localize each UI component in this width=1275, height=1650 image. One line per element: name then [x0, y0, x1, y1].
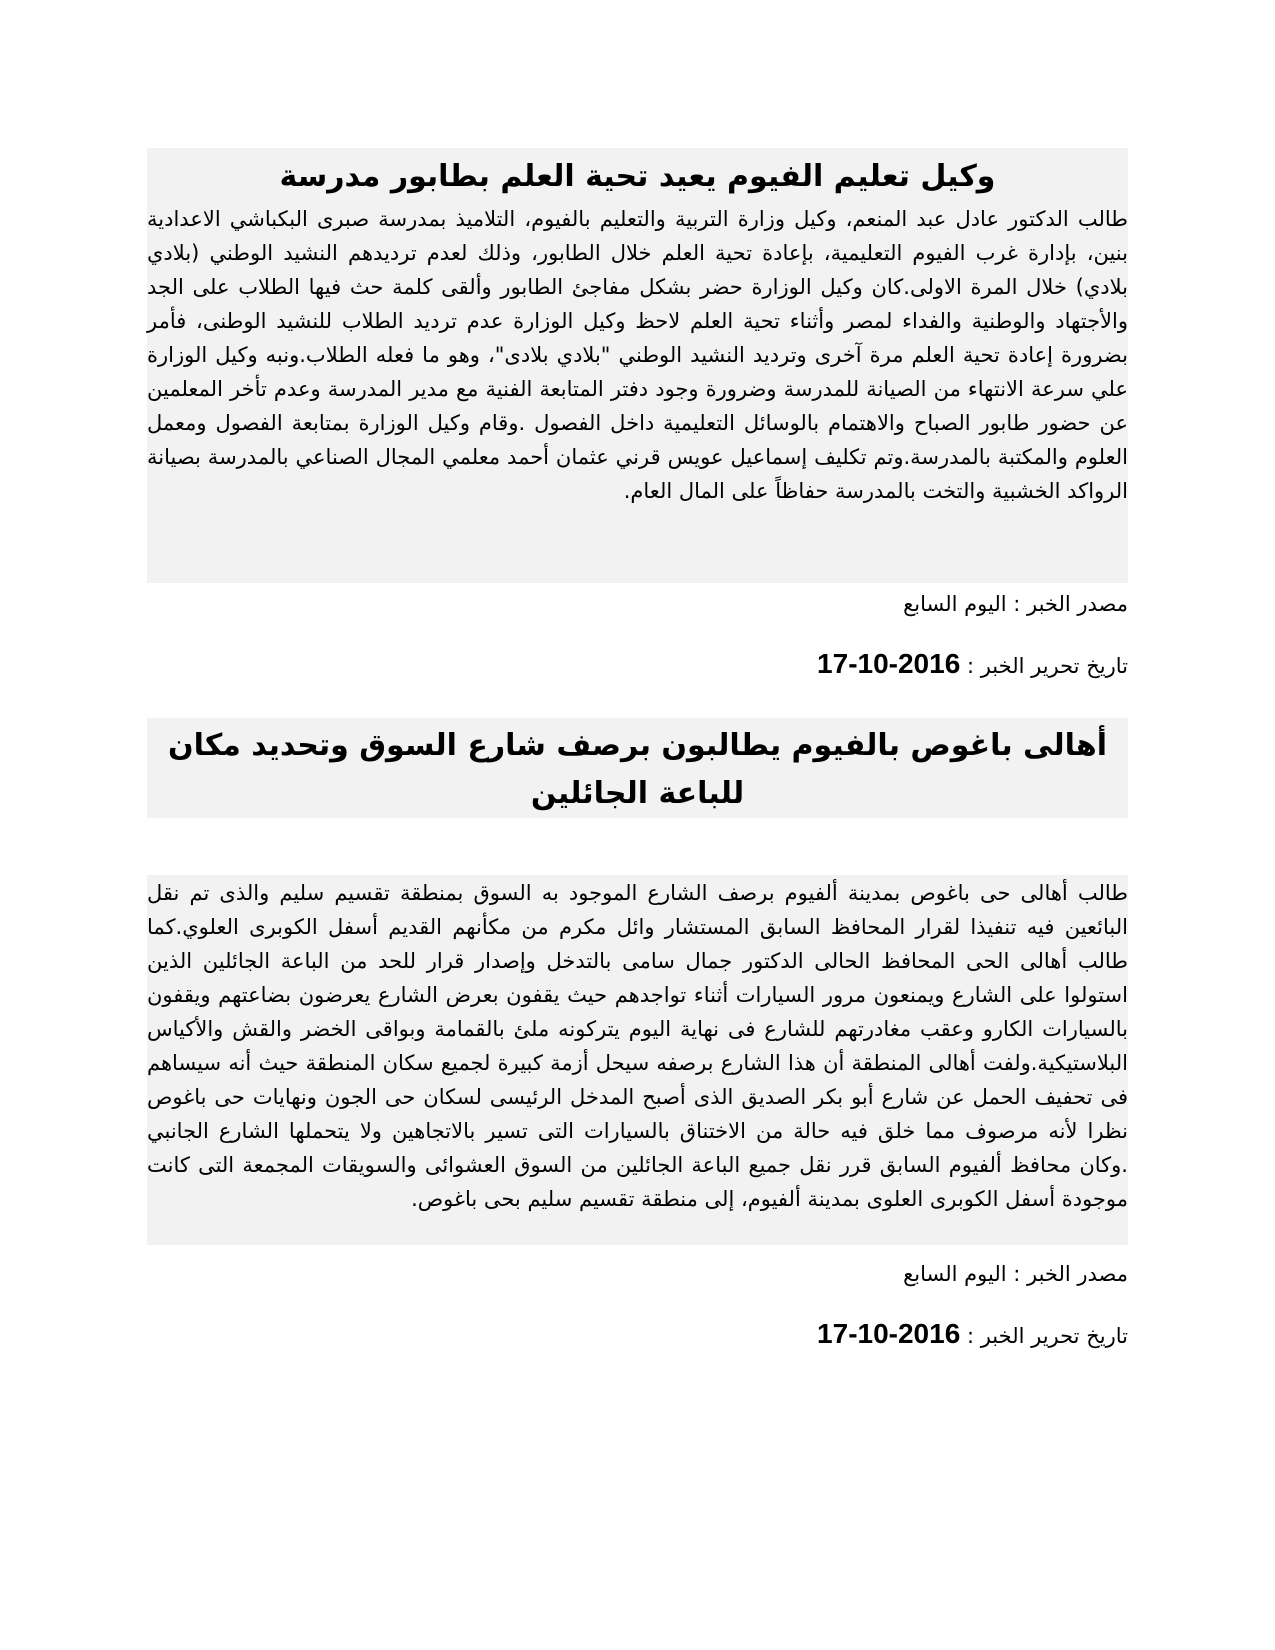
article-2: [147, 876, 1128, 1216]
article-2-source: [147, 1262, 1128, 1286]
article-1-date: [147, 648, 1128, 680]
article-2-title: أهالى باغوص بالفيوم يطالبون برصف شارع السوق وتحديد مكان للباعة الجائلين: [167, 728, 1108, 811]
article-2-date-label: تاريخ تحرير الخبر :: [966, 1324, 1128, 1348]
article-1-title: وكيل تعليم الفيوم يعيد تحية العلم بطابور مدرسة: [279, 159, 996, 194]
article-1-date-value: 17-10-2016: [817, 648, 961, 679]
article-2-body: طالب أهالى حى باغوص بمدينة ألفيوم برصف الشارع الموجود به السوق بمنطقة تقسيم سليم والذى تم نقل البائعين فيه تنفيذا لقرار المحافظ السابق المستشار وائل مكرم من مكأنهم القديم أسفل الكوبرى العلوي.كما طالب أهالى الحى المحافظ الحالى الدكتور جمال سامى بالتدخل وإصدار قرار للحد من الباعة الجائلين الذين استولوا على الشارع ويمنعون مرور السيارات أثناء تواجدهم حيث يقفون بعرض الشارع يعرضون بضاعتهم ويقفون بالسيارات الكارو وعقب مغادرتهم للشارع فى نهاية اليوم يتركونه ملئ بالقمامة وبواقى الخضر والقش والأكياس البلاستيكية.ولفت أهالى المنطقة أن هذا الشارع برصفه سيحل أزمة كبيرة لجميع سكان المنطقة حيث أنه سيساهم فى تحفيف الحمل عن شارع أبو بكر الصديق الذى أصبح المدخل الرئيسى لسكان حى الجون ونهايات حى باغوص نظرا لأنه مرصوف مما خلق فيه حالة من الاختناق بالسيارات التى تسير بالاتجاهين ولا يتحملها الشارع الجانبي .وكان محافظ ألفيوم السابق قرر نقل جميع الباعة الجائلين من السوق العشوائى والسويقات المجمعة التى كانت موجودة أسفل الكوبرى العلوى بمدينة ألفيوم، إلى منطقة تقسيم سليم بحى باغوص.: [147, 881, 1128, 1211]
article-1-source-label: مصدر الخبر : اليوم السابع: [903, 592, 1128, 616]
article-2-date-value: 17-10-2016: [817, 1318, 961, 1349]
article-1-body: طالب الدكتور عادل عبد المنعم، وكيل وزارة التربية والتعليم بالفيوم، التلاميذ بمدرسة صبرى البكباشي الاعدادية بنين، بإدارة غرب الفيوم التعليمية، بإعادة تحية العلم خلال الطابور، وذلك لعدم ترديدهم النشيد الوطني (بلادي بلادي) خلال المرة الاولى.كان وكيل الوزارة حضر بشكل مفاجئ الطابور وألقى كلمة حث فيها الطلاب على الجد والأجتهاد والوطنية والفداء لمصر وأثناء تحية العلم لاحظ وكيل الوزارة عدم ترديد الطلاب للنشيد الوطنى، فأمر بضرورة إعادة تحية العلم مرة آخرى وترديد النشيد الوطني "بلادي بلادى"، وهو ما فعله الطلاب.ونبه وكيل الوزارة علي سرعة الانتهاء من الصيانة للمدرسة وضرورة وجود دفتر المتابعة الفنية مع مدير المدرسة وعدم تأخر المعلمين عن حضور طابور الصباح والاهتمام بالوسائل التعليمية داخل الفصول .وقام وكيل الوزارة بمتابعة الفصول ومعمل العلوم والمكتبة بالمدرسة.وتم تكليف إسماعيل عويس قرني عثمان أحمد معلمي المجال الصناعي بالمدرسة بصيانة الرواكد الخشبية والتخت بالمدرسة حفاظاً على المال العام.: [147, 207, 1128, 503]
article-1-source: [147, 592, 1128, 616]
article-2-source-label: مصدر الخبر : اليوم السابع: [903, 1262, 1128, 1286]
article-2-date: [147, 1318, 1128, 1350]
article-1-date-label: تاريخ تحرير الخبر :: [966, 654, 1128, 678]
article-2-heading: [147, 722, 1128, 818]
article-1: [147, 152, 1128, 508]
